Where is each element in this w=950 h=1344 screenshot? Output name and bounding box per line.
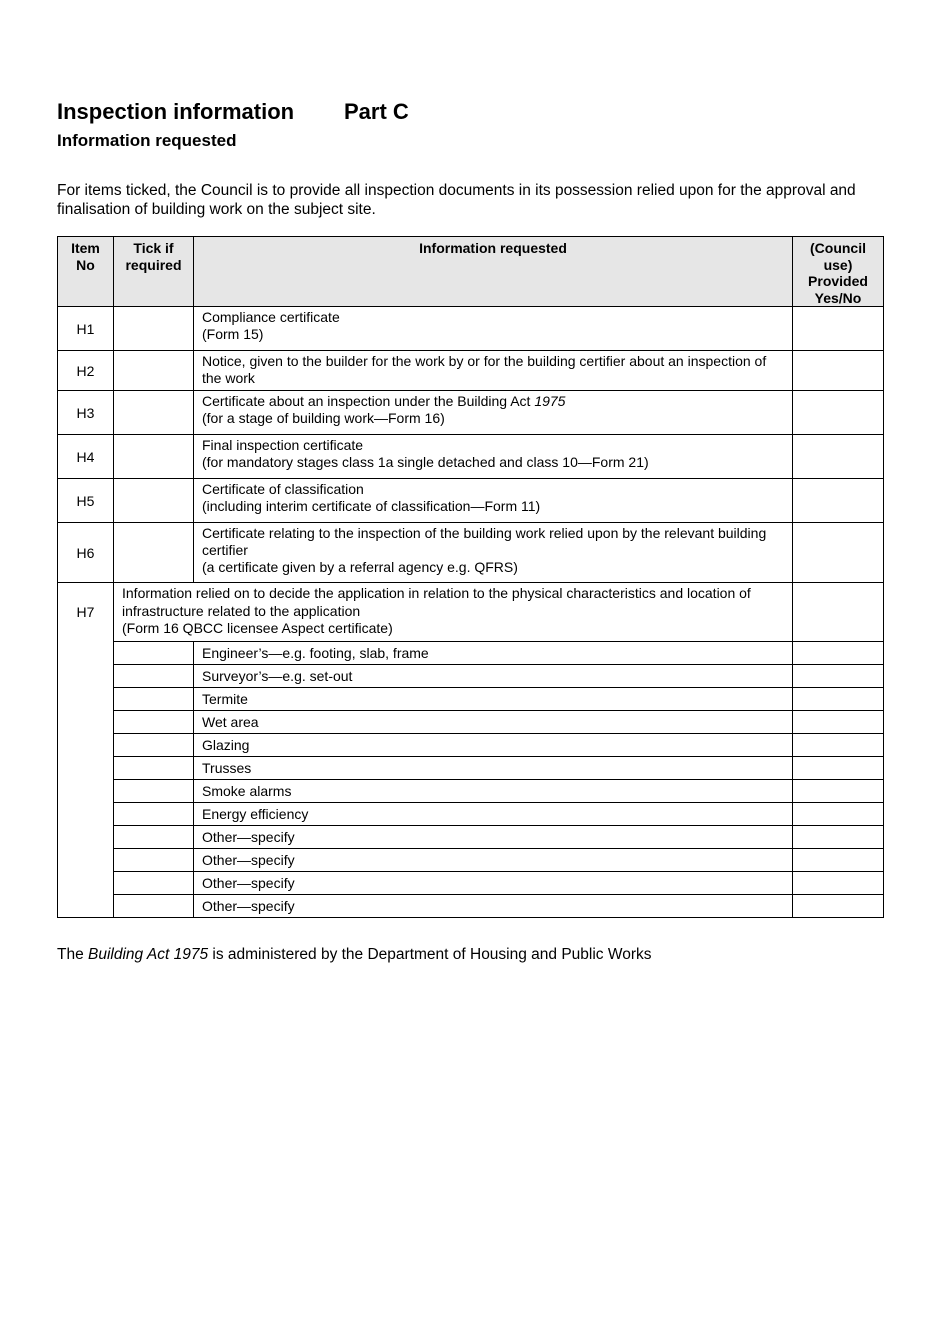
item-description: Wet area <box>194 711 793 734</box>
council-cell[interactable] <box>793 757 884 780</box>
council-cell[interactable] <box>793 435 884 479</box>
item-no: H3 <box>58 391 114 435</box>
council-cell[interactable] <box>793 803 884 826</box>
council-cell[interactable] <box>793 583 884 642</box>
item-description: Other—specify <box>194 849 793 872</box>
item-description: Compliance certificate (Form 15) <box>194 307 793 351</box>
table-row-h7-item <box>58 895 884 918</box>
council-cell[interactable] <box>793 479 884 523</box>
tick-cell[interactable] <box>114 391 194 435</box>
table-row-h7-item <box>58 803 884 826</box>
item-description: Certificate about an inspection under the Building Act 1975 (for a stage of building work—Form 16) <box>194 391 793 435</box>
tick-cell[interactable] <box>114 734 194 757</box>
tick-cell[interactable] <box>114 826 194 849</box>
col-council-use: (Council use) Provided Yes/No <box>793 237 884 307</box>
council-cell[interactable] <box>793 642 884 665</box>
item-no: H7 <box>58 583 114 918</box>
part-label: Part C <box>344 99 409 124</box>
table-row-h7-item <box>58 688 884 711</box>
council-cell[interactable] <box>793 391 884 435</box>
item-description: Other—specify <box>194 826 793 849</box>
council-cell[interactable] <box>793 872 884 895</box>
section-subtitle: Information requested <box>57 131 237 150</box>
tick-cell[interactable] <box>114 435 194 479</box>
council-cell[interactable] <box>793 895 884 918</box>
col-information-requested: Information requested <box>194 237 793 307</box>
council-cell[interactable] <box>793 307 884 351</box>
table-row-h7-item <box>58 849 884 872</box>
item-no: H4 <box>58 435 114 479</box>
item-description: Other—specify <box>194 895 793 918</box>
table-row-h7-item <box>58 872 884 895</box>
council-cell[interactable] <box>793 780 884 803</box>
table-row-h4 <box>58 435 884 479</box>
tick-cell[interactable] <box>114 711 194 734</box>
tick-cell[interactable] <box>114 642 194 665</box>
table-row-h7-item <box>58 665 884 688</box>
table-row-h1 <box>58 307 884 351</box>
tick-cell[interactable] <box>114 307 194 351</box>
col-item-no: Item No <box>58 237 114 307</box>
tick-cell[interactable] <box>114 351 194 391</box>
tick-cell[interactable] <box>114 665 194 688</box>
table-row-h7-item <box>58 757 884 780</box>
item-description: Surveyor’s—e.g. set-out <box>194 665 793 688</box>
council-cell[interactable] <box>793 826 884 849</box>
tick-cell[interactable] <box>114 872 194 895</box>
item-description: Energy efficiency <box>194 803 793 826</box>
tick-cell[interactable] <box>114 895 194 918</box>
table-header-row <box>58 237 884 307</box>
item-description: Notice, given to the builder for the work by or for the building certifier about an inspection of the work <box>194 351 793 391</box>
item-description: Glazing <box>194 734 793 757</box>
title-text: Inspection information <box>57 99 295 124</box>
tick-cell[interactable] <box>114 479 194 523</box>
council-cell[interactable] <box>793 711 884 734</box>
item-no: H1 <box>58 307 114 351</box>
intro-paragraph: For items ticked, the Council is to provide all inspection documents in its possession relied upon for the approval and finalisation of building work on the subject site. <box>57 182 856 218</box>
item-description: Information relied on to decide the application in relation to the physical characteristics and location of infrastructure related to the application (Form 16 QBCC licensee Aspect certificate) <box>114 583 793 642</box>
item-no: H5 <box>58 479 114 523</box>
item-description: Termite <box>194 688 793 711</box>
table-row-h6 <box>58 523 884 583</box>
tick-cell[interactable] <box>114 757 194 780</box>
table-row-h7-item <box>58 642 884 665</box>
council-cell[interactable] <box>793 688 884 711</box>
item-description: Certificate of classification (including interim certificate of classification—Form 11) <box>194 479 793 523</box>
tick-cell[interactable] <box>114 849 194 872</box>
item-description: Other—specify <box>194 872 793 895</box>
item-description: Certificate relating to the inspection of the building work relied upon by the relevant building certifier (a certificate given by a referral agency e.g. QFRS) <box>194 523 793 583</box>
table-row-h2 <box>58 351 884 391</box>
item-description: Trusses <box>194 757 793 780</box>
table-row-h7-item <box>58 734 884 757</box>
tick-cell[interactable] <box>114 523 194 583</box>
item-description: Engineer’s—e.g. footing, slab, frame <box>194 642 793 665</box>
item-no: H6 <box>58 523 114 583</box>
council-cell[interactable] <box>793 665 884 688</box>
tick-cell[interactable] <box>114 803 194 826</box>
table-row-h7-item <box>58 826 884 849</box>
table-row-h5 <box>58 479 884 523</box>
tick-cell[interactable] <box>114 780 194 803</box>
col-tick-if-required: Tick if required <box>114 237 194 307</box>
footer-note: The Building Act 1975 is administered by the Department of Housing and Public Works <box>57 946 652 963</box>
page-title <box>57 99 409 125</box>
information-table <box>57 236 884 918</box>
item-description: Final inspection certificate (for mandatory stages class 1a single detached and class 10—Form 21) <box>194 435 793 479</box>
item-no: H2 <box>58 351 114 391</box>
table-row-h7-item <box>58 780 884 803</box>
item-description: Smoke alarms <box>194 780 793 803</box>
table-row-h7 <box>58 583 884 642</box>
tick-cell[interactable] <box>114 688 194 711</box>
table-row-h3 <box>58 391 884 435</box>
council-cell[interactable] <box>793 849 884 872</box>
council-cell[interactable] <box>793 734 884 757</box>
table-row-h7-item <box>58 711 884 734</box>
council-cell[interactable] <box>793 351 884 391</box>
council-cell[interactable] <box>793 523 884 583</box>
